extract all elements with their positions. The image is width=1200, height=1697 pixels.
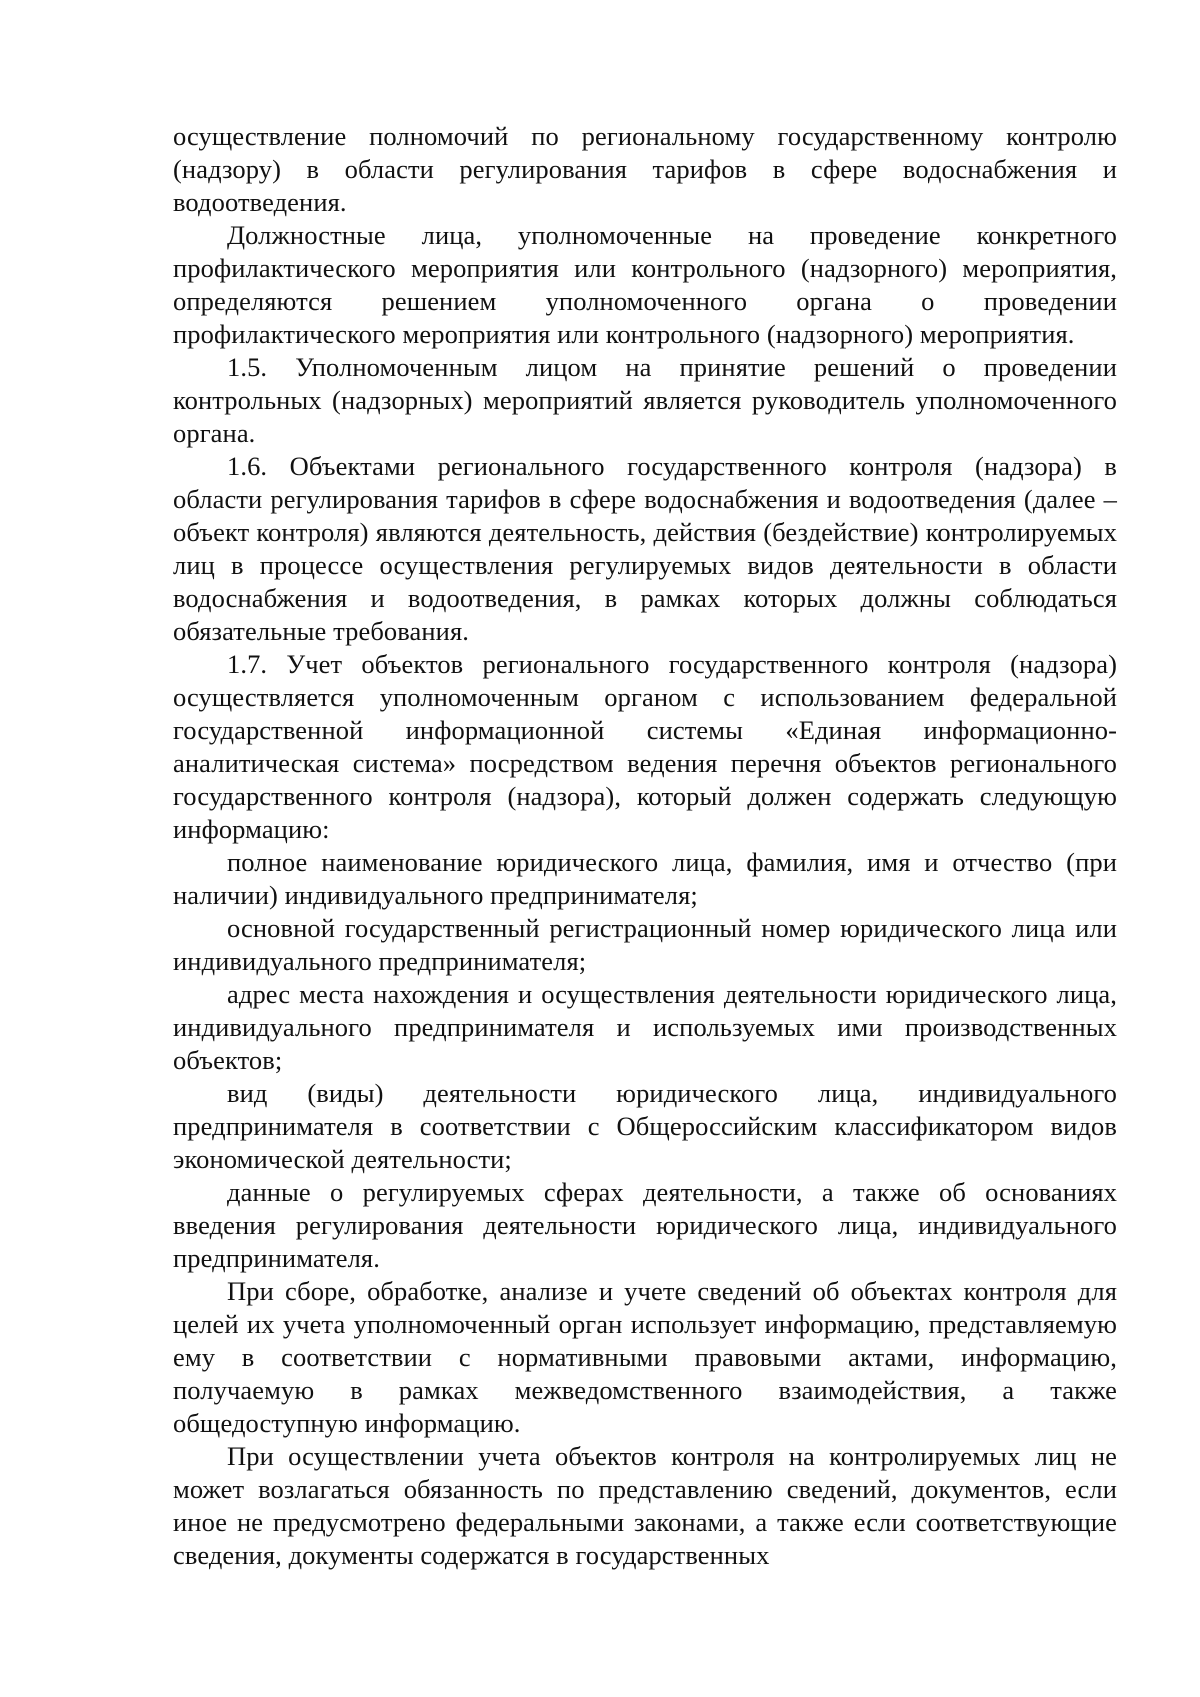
document-body (173, 120, 1117, 1572)
paragraph-1-7: 1.7. Учет объектов регионального государственного контроля (надзора) осуществляется уполномоченным органом с использованием федеральной государственной информационной системы «Единая информационно-аналитическая система» посредством ведения перечня объектов регионального государственного контроля (надзора), который должен содержать следующую информацию: (173, 649, 1117, 844)
paragraph-1-5: 1.5. Уполномоченным лицом на принятие решений о проведении контрольных (надзорных) мероприятий является руководитель уполномоченного органа. (173, 352, 1117, 448)
list-item-activity-type: вид (виды) деятельности юридического лица, индивидуального предпринимателя в соответствии с Общероссийским классификатором видов экономической деятельности; (173, 1078, 1117, 1174)
list-item-address: адрес места нахождения и осуществления деятельности юридического лица, индивидуального предпринимателя и используемых ими производственных объектов; (173, 979, 1117, 1075)
paragraph-officials: Должностные лица, уполномоченные на проведение конкретного профилактического мероприятия или контрольного (надзорного) мероприятия, определяются решением уполномоченного органа о проведении профилактического мероприятия или контрольного (надзорного) мероприятия. (173, 220, 1117, 349)
paragraph-information-collection: При сборе, обработке, анализе и учете сведений об объектах контроля для целей их учета уполномоченный орган использует информацию, представляемую ему в соответствии с нормативными правовыми актами, информацию, получаемую в рамках межведомственного взаимодействия, а также общедоступную информацию. (173, 1276, 1117, 1438)
paragraph-continuation: осуществление полномочий по региональному государственному контролю (надзору) в области регулирования тарифов в сфере водоснабжения и водоотведения. (173, 121, 1117, 217)
list-item-full-name: полное наименование юридического лица, фамилия, имя и отчество (при наличии) индивидуального предпринимателя; (173, 847, 1117, 910)
paragraph-1-6: 1.6. Объектами регионального государственного контроля (надзора) в области регулирования тарифов в сфере водоснабжения и водоотведения (далее – объект контроля) являются деятельность, действия (бездействие) контролируемых лиц в процессе осуществления регулируемых видов деятельности в области водоснабжения и водоотведения, в рамках которых должны соблюдаться обязательные требования. (173, 451, 1117, 646)
list-item-regulated-spheres: данные о регулируемых сферах деятельности, а также об основаниях введения регулирования деятельности юридического лица, индивидуального предпринимателя. (173, 1177, 1117, 1273)
paragraph-no-obligation: При осуществлении учета объектов контроля на контролируемых лиц не может возлагаться обязанность по представлению сведений, документов, если иное не предусмотрено федеральными законами, а также если соответствующие сведения, документы содержатся в государственных (173, 1441, 1117, 1570)
list-item-registration-number: основной государственный регистрационный номер юридического лица или индивидуального предпринимателя; (173, 913, 1117, 976)
